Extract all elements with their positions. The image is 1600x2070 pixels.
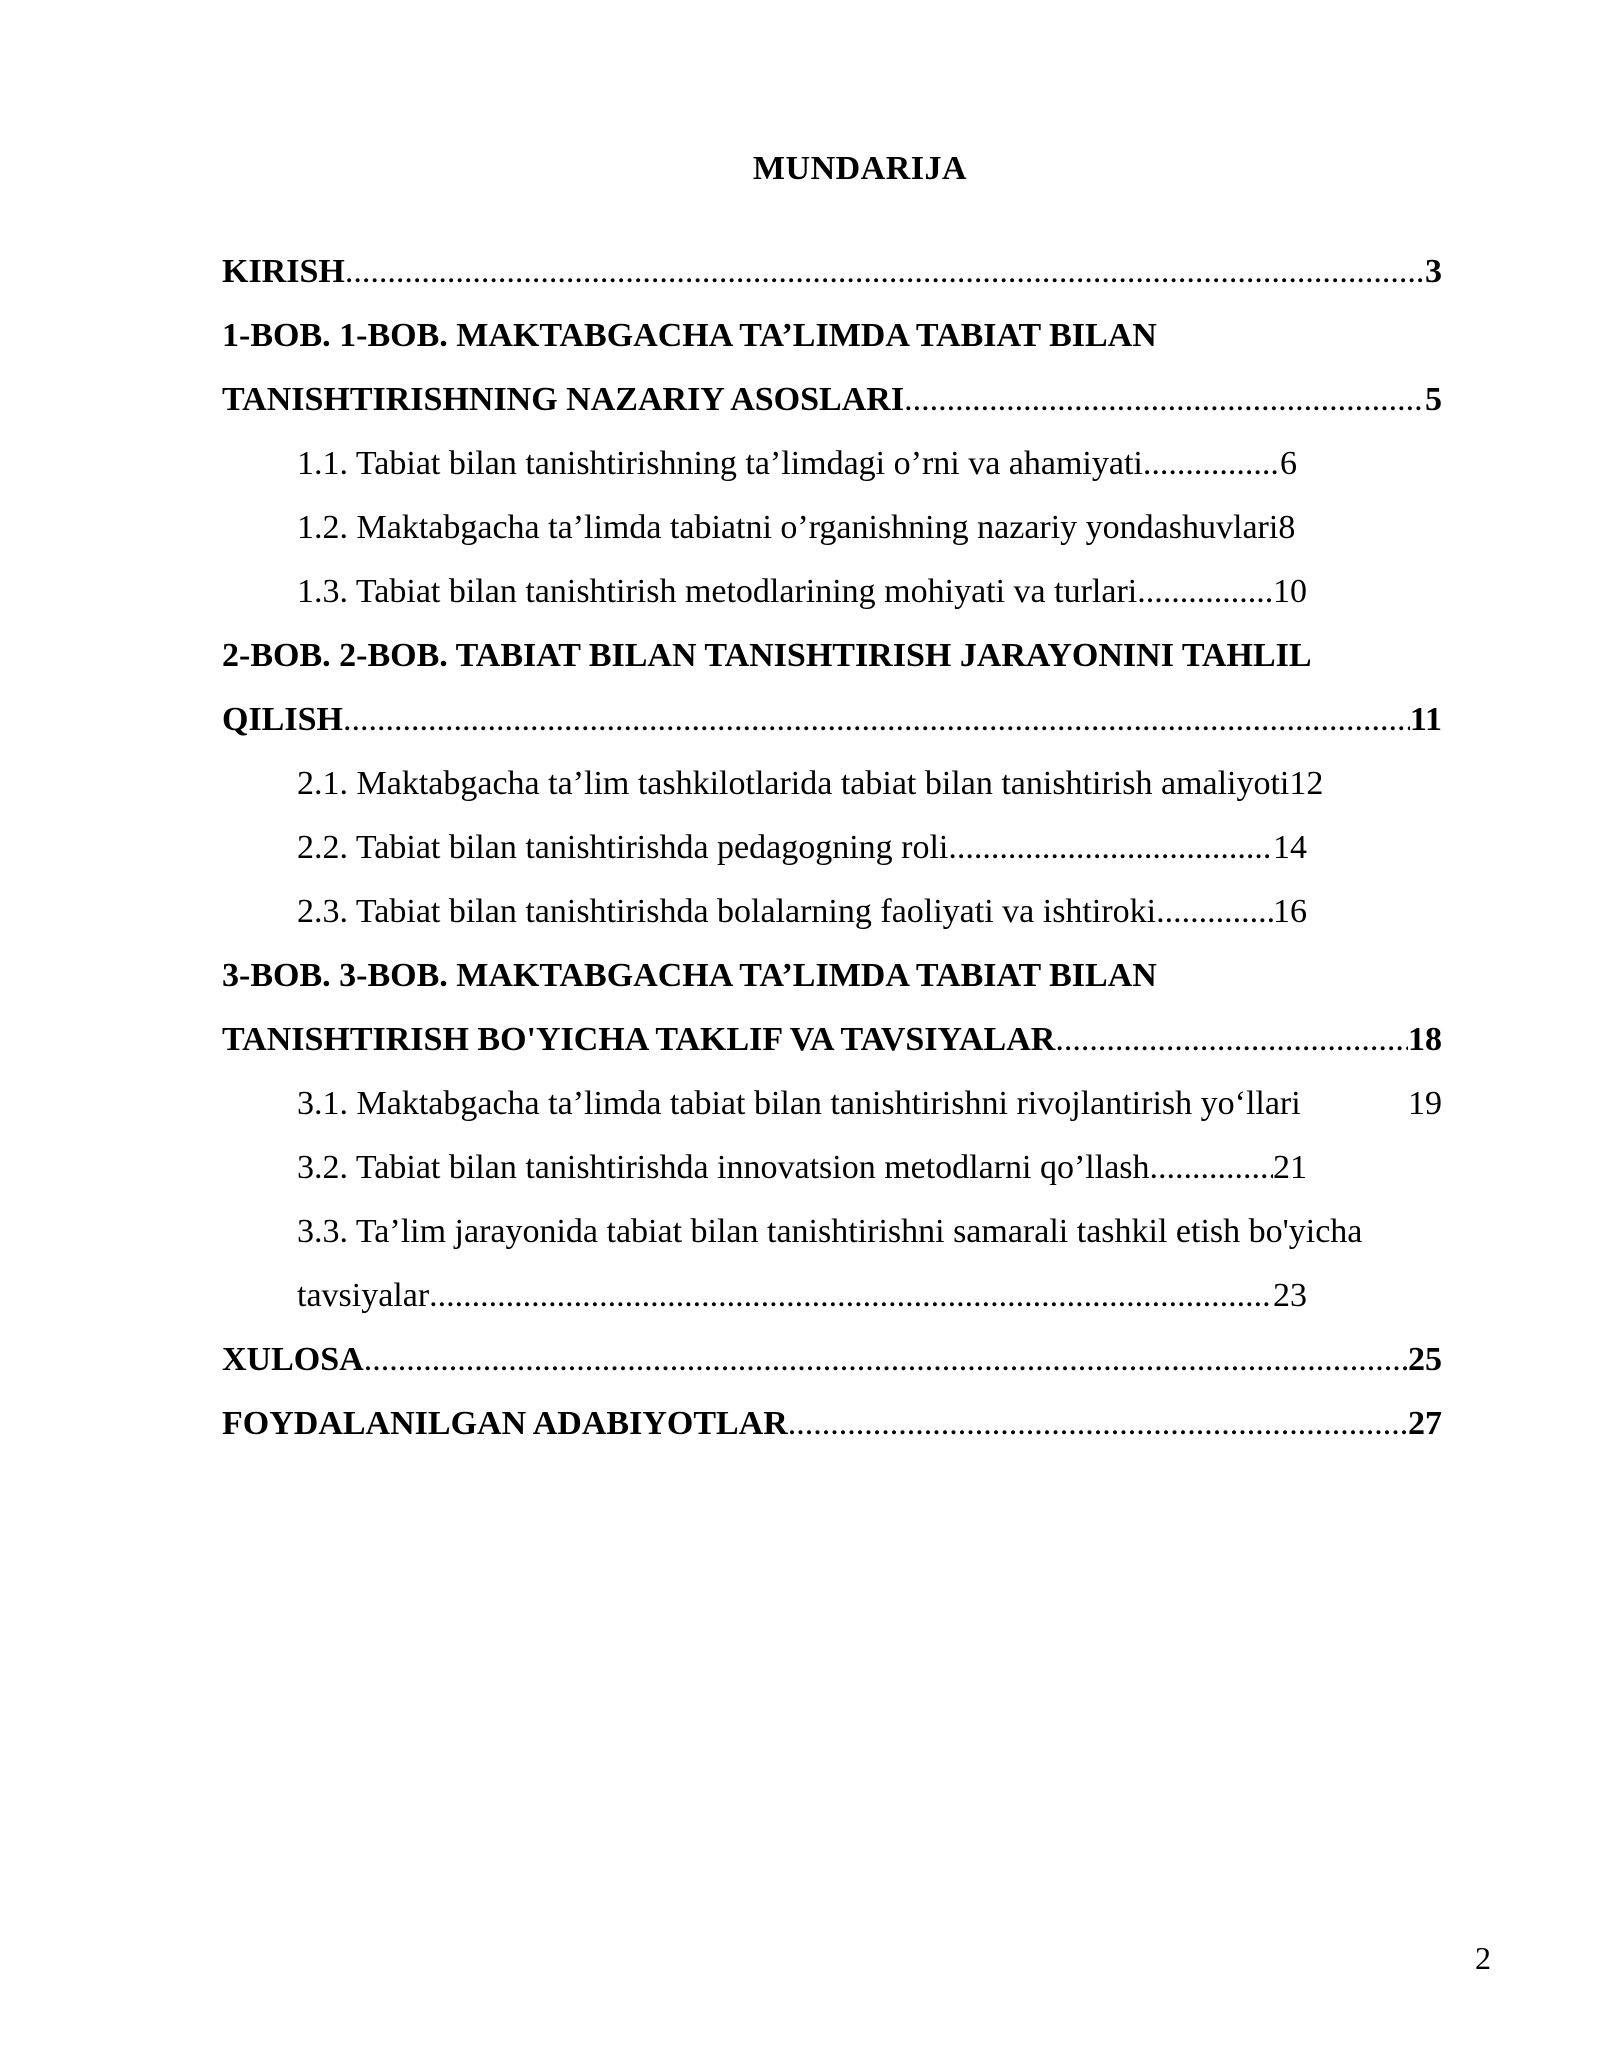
dot-leader <box>1150 1136 1273 1200</box>
toc-entry-2-2[interactable] <box>297 816 1307 880</box>
toc-entry-1-2[interactable] <box>297 496 1442 560</box>
dot-leader <box>345 240 1425 304</box>
toc-page-number: 12 <box>1289 765 1324 802</box>
toc-entry-text: 3.2. Tabiat bilan tanishtirishda innovatsion metodlarni qo’llash <box>297 1149 1150 1186</box>
toc-entry-text: 3-BOB. 3-BOB. MAKTABGACHA TA’LIMDA TABIAT BILAN <box>222 957 1157 994</box>
toc-page-number: 5 <box>1425 381 1442 418</box>
toc-entry-text: 3.1. Maktabgacha ta’limda tabiat bilan tanishtirishni rivojlantirish yo‘llari <box>297 1085 1301 1122</box>
toc-entry-text: KIRISH <box>222 253 345 290</box>
page-number: 2 <box>1475 1940 1491 1976</box>
toc-page-number: 25 <box>1408 1341 1442 1378</box>
toc-entry-2-1[interactable] <box>297 752 1442 816</box>
toc-entry-1-3[interactable] <box>297 560 1307 624</box>
dot-leader <box>1143 432 1280 496</box>
toc-page-number: 8 <box>1278 509 1296 546</box>
dot-leader <box>788 1392 1408 1456</box>
dot-leader <box>343 688 1410 752</box>
dot-leader <box>904 368 1425 432</box>
toc-entry-text: 2.3. Tabiat bilan tanishtirishda bolalarning faoliyati va ishtiroki <box>297 893 1157 930</box>
toc-entry-text: TANISHTIRISHNING NAZARIY ASOSLARI <box>222 381 905 418</box>
dot-leader <box>1137 560 1273 624</box>
toc-page-number: 14 <box>1273 829 1307 866</box>
dot-leader <box>364 1328 1408 1392</box>
toc-entry-text: 1.1. Tabiat bilan tanishtirishning ta’limdagi o’rni va ahamiyati <box>297 445 1143 482</box>
toc-page-number: 27 <box>1408 1405 1442 1442</box>
toc-entry-chapter-2[interactable] <box>222 624 1442 752</box>
toc-page-number: 11 <box>1409 701 1442 738</box>
toc-entry-text: TANISHTIRISH BO'YICHA TAKLIF VA TAVSIYALAR <box>222 1021 1056 1058</box>
toc-entry-1-1[interactable] <box>297 432 1297 496</box>
toc-page-number: 19 <box>1408 1085 1442 1122</box>
toc-page-number: 10 <box>1273 573 1307 610</box>
toc-entry-text: tavsiyalar <box>297 1277 430 1314</box>
toc-page-number: 18 <box>1408 1021 1442 1058</box>
toc-entry-text: 3.3. Ta’lim jarayonida tabiat bilan tanishtirishni samarali tashkil etish bo'yicha <box>297 1213 1363 1250</box>
toc-entry-text: 1-BOB. 1-BOB. MAKTABGACHA TA’LIMDA TABIAT BILAN <box>222 317 1157 354</box>
toc-entry-adabiyotlar[interactable] <box>222 1392 1442 1456</box>
toc-entry-text: FOYDALANILGAN ADABIYOTLAR <box>222 1405 788 1442</box>
dot-leader <box>1156 880 1273 944</box>
toc-page-number: 3 <box>1425 253 1442 290</box>
toc-entry-2-3[interactable] <box>297 880 1307 944</box>
toc-title: MUNDARIJA <box>752 150 968 187</box>
toc-entry-text: XULOSA <box>222 1341 364 1378</box>
toc-entry-text: 2.2. Tabiat bilan tanishtirishda pedagogning roli <box>297 829 949 866</box>
dot-leader <box>429 1264 1273 1328</box>
dot-leader <box>1055 1008 1408 1072</box>
toc-page-number: 6 <box>1280 445 1297 482</box>
toc-entry-3-3[interactable] <box>297 1200 1442 1328</box>
toc-page-number: 23 <box>1273 1277 1307 1314</box>
toc-entry-text: 1.3. Tabiat bilan tanishtirish metodlarining mohiyati va turlari <box>297 573 1138 610</box>
table-of-contents <box>222 240 1442 1456</box>
toc-entry-chapter-3[interactable] <box>222 944 1442 1072</box>
dot-leader <box>948 816 1273 880</box>
toc-page-number: 21 <box>1273 1149 1307 1186</box>
toc-entry-text: 1.2. Maktabgacha ta’limda tabiatni o’rganishning nazariy yondashuvlari <box>297 509 1279 546</box>
toc-entry-text: QILISH <box>222 701 343 738</box>
toc-entry-3-1[interactable] <box>297 1072 1442 1136</box>
toc-entry-text: 2.1. Maktabgacha ta’lim tashkilotlarida tabiat bilan tanishtirish amaliyoti <box>297 765 1290 802</box>
toc-page-number: 16 <box>1273 893 1307 930</box>
toc-entry-text: 2-BOB. 2-BOB. TABIAT BILAN TANISHTIRISH JARAYONINI TAHLIL <box>222 637 1312 674</box>
toc-entry-3-2[interactable] <box>297 1136 1307 1200</box>
toc-entry-kirish[interactable] <box>222 240 1442 304</box>
toc-entry-xulosa[interactable] <box>222 1328 1442 1392</box>
toc-entry-chapter-1[interactable] <box>222 304 1442 432</box>
